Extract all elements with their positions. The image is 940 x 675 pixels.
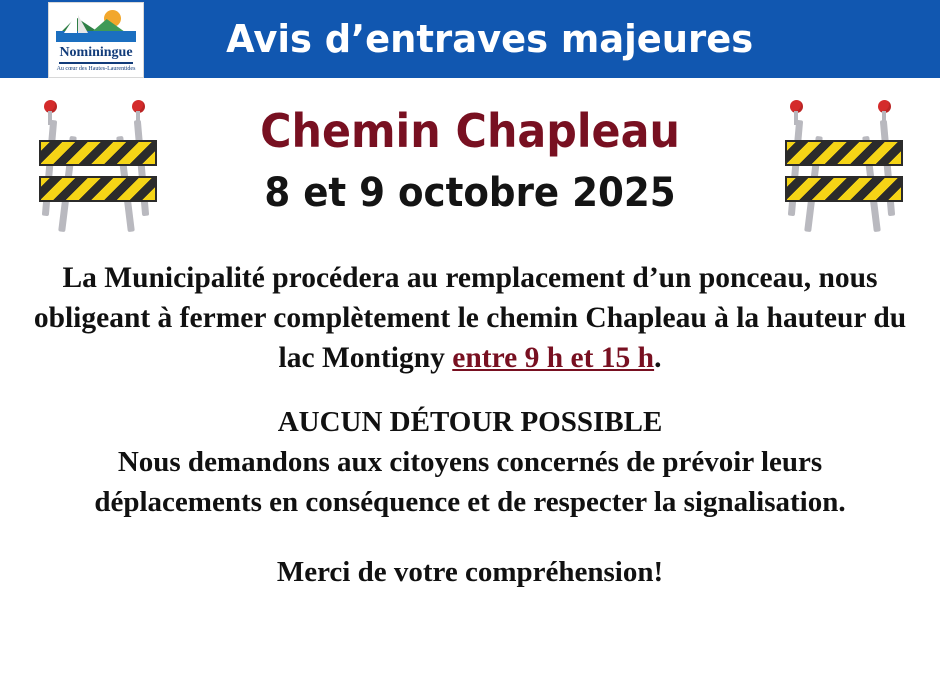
road-name-heading: Chemin Chapleau [260,104,680,158]
notice-intro-text: La Municipalité procédera au remplacement d’un ponceau, nous obligeant à fermer complètement le chemin Chapleau à la hauteur du lac Montigny [33,262,907,374]
header-banner [0,0,940,78]
thanks-line: Merci de votre compréhension! [276,556,664,588]
logo-tagline: Au cœur des Hautes-Laurentides [56,66,136,72]
logo-name: Nominingue [59,45,133,60]
notice-body [0,258,940,592]
notice-intro-paragraph [30,258,910,378]
closure-dates: 8 et 9 octobre 2025 [264,170,676,216]
logo-divider [59,62,133,64]
closure-hours: entre 9 h et 15 h [452,342,655,374]
page-title: Avis d’entraves majeures [226,17,754,61]
no-detour-line: AUCUN DÉTOUR POSSIBLE [277,406,663,438]
detour-block [50,402,890,522]
request-line: Nous demandons aux citoyens concernés de prévoir leurs déplacements en conséquence et de respecter la signalisation. [94,446,846,518]
municipal-crest-icon [48,3,144,43]
municipality-logo [48,2,144,78]
notice-intro-period: . [654,342,662,374]
